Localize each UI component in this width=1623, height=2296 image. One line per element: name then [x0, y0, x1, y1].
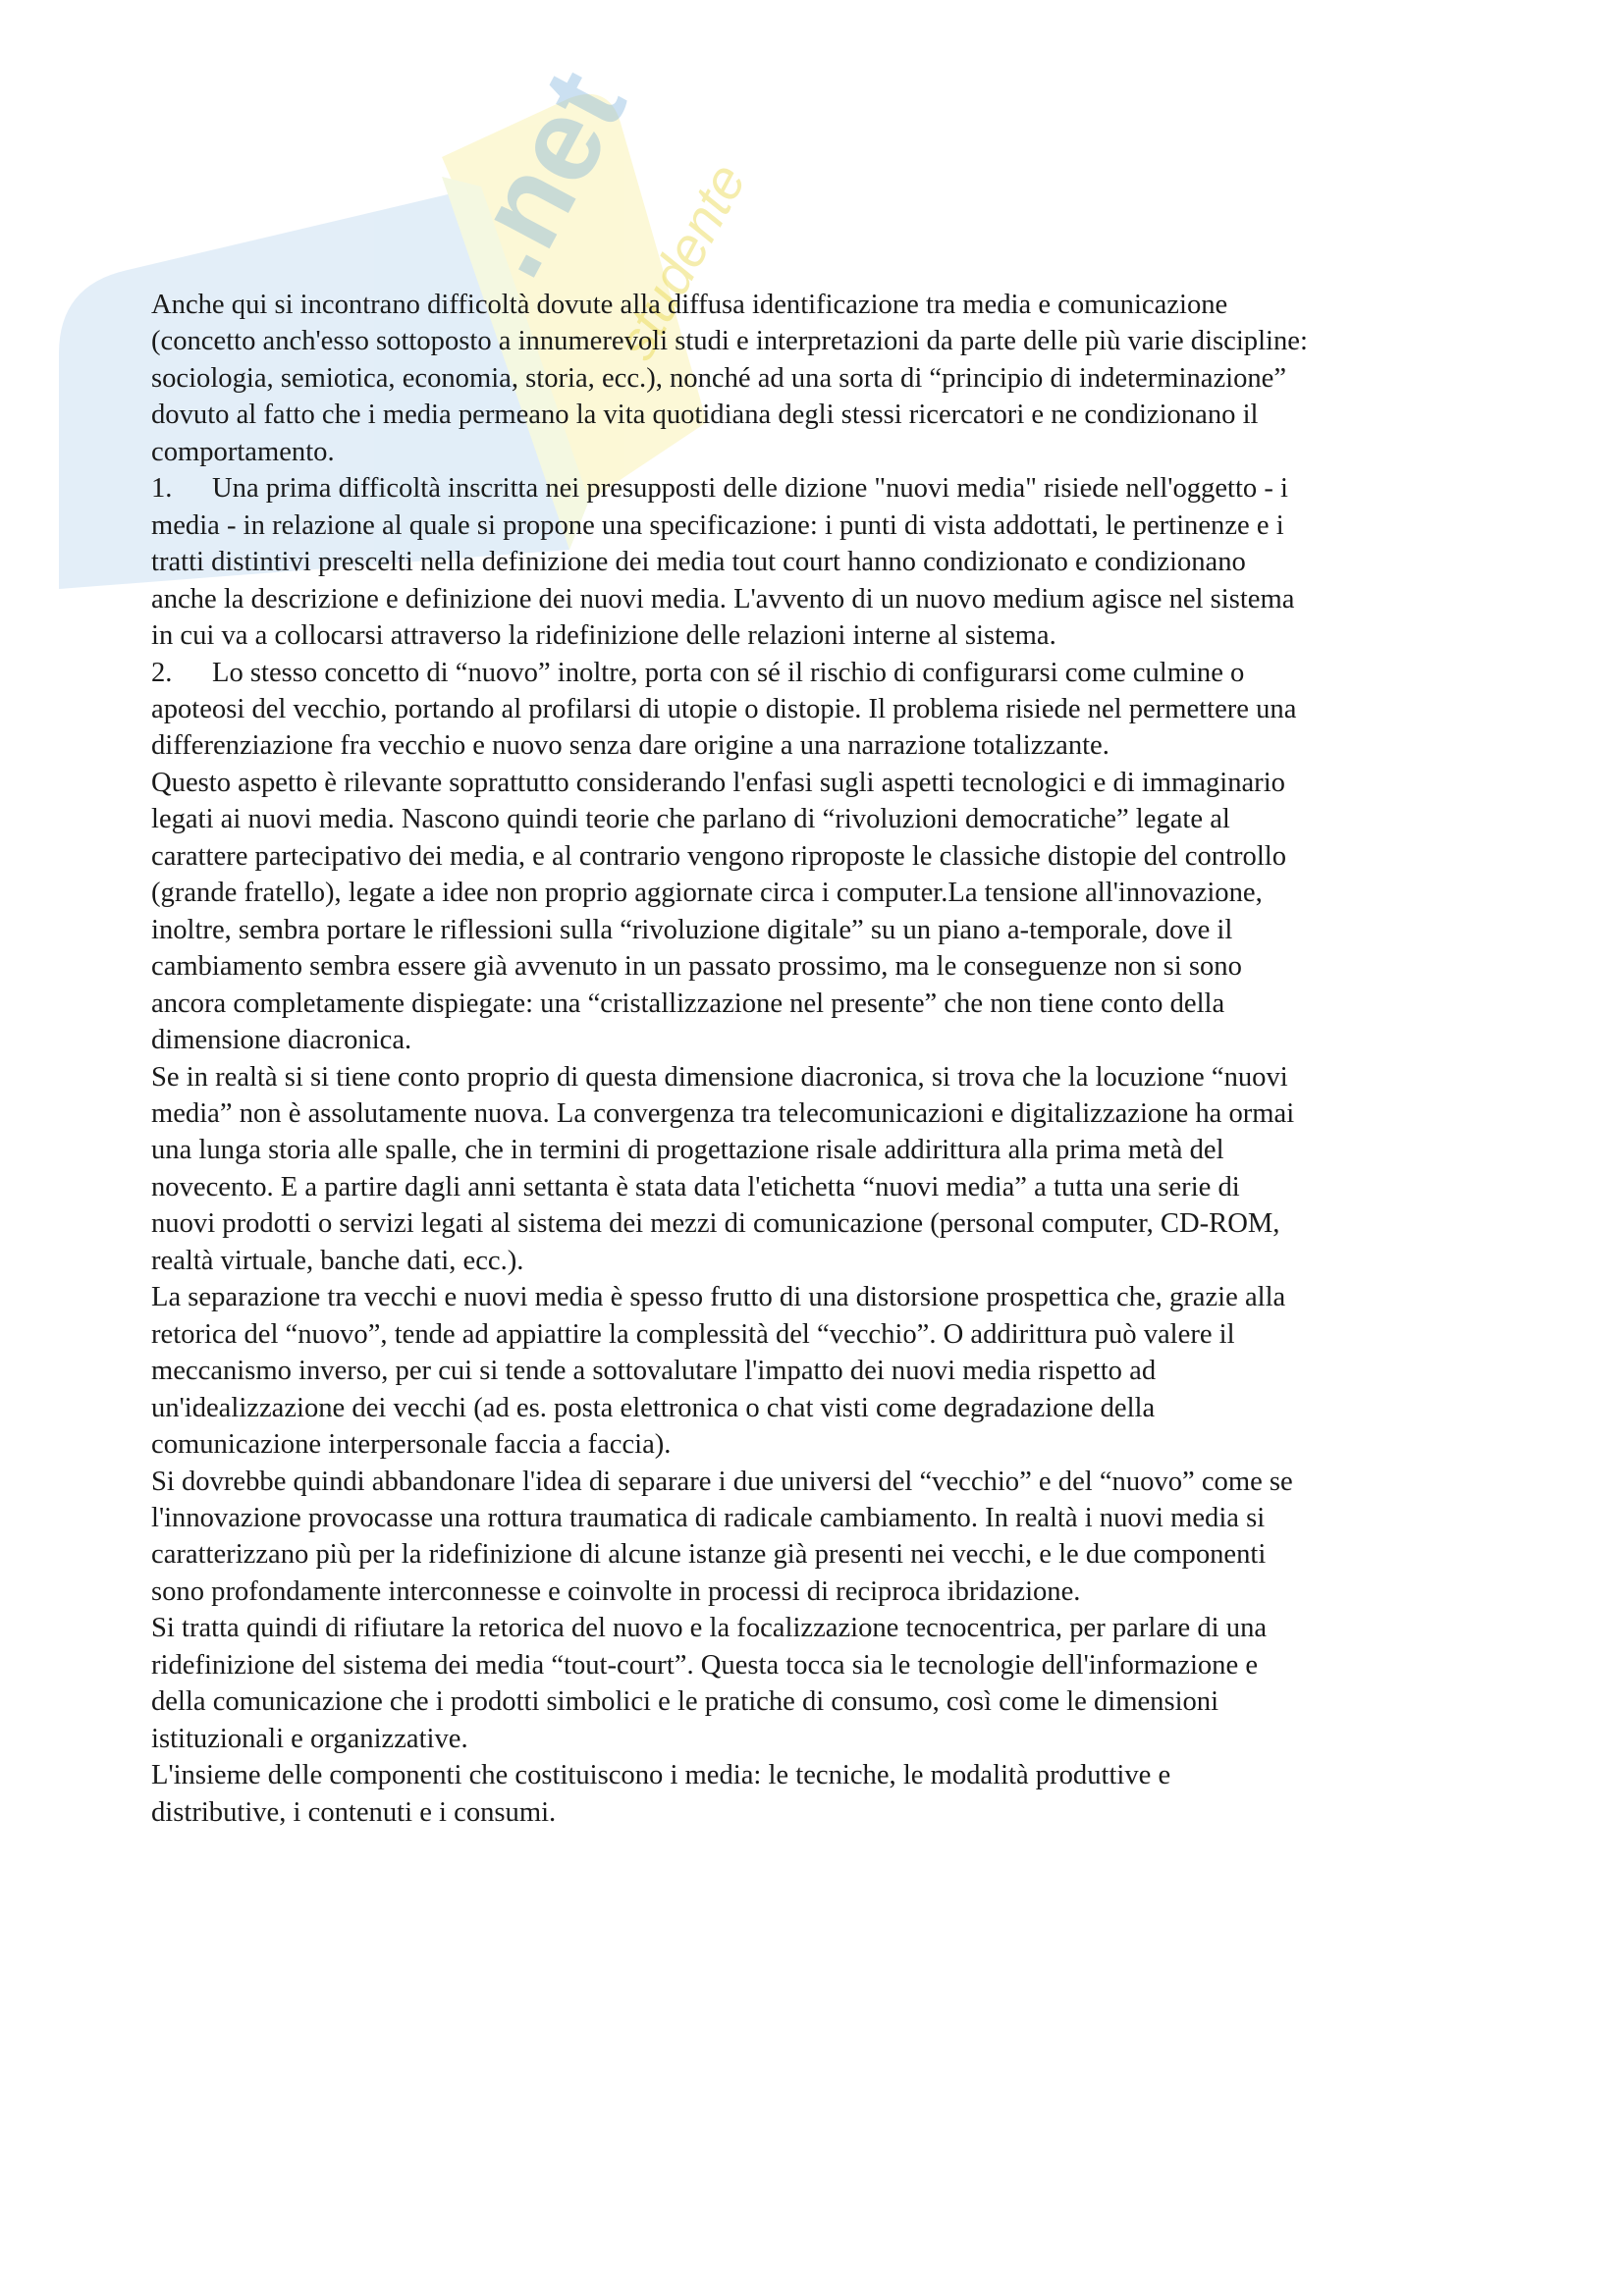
paragraph — [151, 765, 1310, 1059]
paragraph-text: La separazione tra vecchi e nuovi media è spesso frutto di una distorsione prospettica che, grazie alla retorica del “nuovo”, tende ad appiattire la complessità del “vecchio”. O addirittura può valere il meccanismo inverso, per cui si tende a sottovalutare l'impatto dei nuovi media rispetto ad un'idealizzazione dei vecchi (ad es. posta elettronica o chat visti come degradazione della comunicazione interpersonale faccia a faccia). — [151, 1282, 1286, 1461]
paragraph-text: Se in realtà si si tiene conto proprio di questa dimensione diacronica, si trova che la locuzione “nuovi media” non è assolutamente nuova. La convergenza tra telecomunicazioni e digitalizzazione ha ormai una lunga storia alle spalle, che in termini di progettazione risale addirittura alla prima metà del novecento. E a partire dagli anni settanta è stata data l'etichetta “nuovi media” a tutta una serie di nuovi prodotti o servizi legati al sistema dei mezzi di comunicazione (personal computer, CD-ROM, realtà virtuale, banche dati, ecc.). — [151, 1061, 1295, 1276]
watermark-brand-text: .net — [436, 49, 652, 297]
list-item-2 — [151, 655, 1310, 765]
list-number: 1. — [151, 473, 173, 505]
paragraph — [151, 1757, 1310, 1831]
watermark-tagline-text: studente — [603, 153, 758, 369]
paragraph — [151, 1610, 1310, 1757]
paragraph-text: Lo stesso concetto di “nuovo” inoltre, porta con sé il rischio di configurarsi come culmine o apoteosi del vecchio, portando al profilarsi di utopie o distopie. Il problema risiede nel permettere una differenziazione fra vecchio e nuovo senza dare origine a una narrazione totalizzante. — [151, 657, 1297, 762]
paragraph-text: Si tratta quindi di rifiutare la retorica del nuovo e la focalizzazione tecnocentrica, per parlare di una ridefinizione del sistema dei media “tout-court”. Questa tocca sia le tecnologie dell'informazione e della comunicazione che i prodotti simbolici e le pratiche di consumo, così come le dimensioni istituzionali e organizzative. — [151, 1613, 1268, 1754]
paragraph-text: Questo aspetto è rilevante soprattutto considerando l'enfasi sugli aspetti tecnologici e di immaginario legati ai nuovi media. Nascono quindi teorie che parlano di “rivoluzioni democratiche” legate al carattere partecipativo dei media, e al contrario vengono riproposte le classiche distopie del controllo (grande fratello), legate a idee non proprio aggiornate circa i computer.La tensione all'innovazione, inoltre, sembra portare le riflessioni sulla “rivoluzione digitale” su un piano a-temporale, dove il cambiamento sembra essere già avvenuto in un passato prossimo, ma le conseguenze non si sono ancora completamente dispiegate: una “cristallizzazione nel presente” che non tiene conto della dimensione diacronica. — [151, 767, 1287, 1056]
document-body — [151, 287, 1310, 1831]
list-item-1 — [151, 470, 1310, 654]
paragraph — [151, 1059, 1310, 1280]
paragraph-text: Una prima difficoltà inscritta nei presupposti delle dizione "nuovi media" risiede nell'oggetto - i media - in relazione al quale si propone una specificazione: i punti di vista addottati, le pertinenze e i tratti distintivi prescelti nella definizione dei media tout court hanno condizionato e condizionano anche la descrizione e definizione dei nuovi media. L'avvento di un nuovo medium agisce nel sistema in cui va a collocarsi attraverso la ridefinizione delle relazioni interne al sistema. — [151, 473, 1295, 652]
paragraph — [151, 1464, 1310, 1611]
paragraph-text: Si dovrebbe quindi abbandonare l'idea di separare i due universi del “vecchio” e del “nuovo” come se l'innovazione provocasse una rottura traumatica di radicale cambiamento. In realtà i nuovi media si caratterizzano più per la ridefinizione di alcune istanze già presenti nei vecchi, e le due componenti sono profondamente interconnesse e coinvolte in processi di reciproca ibridazione. — [151, 1466, 1293, 1607]
paragraph-text: L'insieme delle componenti che costituiscono i media: le tecniche, le modalità produttive e distributive, i contenuti e i consumi. — [151, 1760, 1171, 1828]
paragraph-text: Anche qui si incontrano difficoltà dovute alla diffusa identificazione tra media e comunicazione (concetto anch'esso sottoposto a innumerevoli studi e interpretazioni da parte delle più varie discipline: sociologia, semiotica, economia, storia, ecc.), nonché ad una sorta di “principio di indeterminazione” dovuto al fatto che i media permeano la vita quotidiana degli stessi ricercatori e ne condizionano il comportamento. — [151, 290, 1308, 467]
paragraph-intro — [151, 287, 1310, 470]
list-number: 2. — [151, 657, 173, 688]
paragraph — [151, 1279, 1310, 1463]
